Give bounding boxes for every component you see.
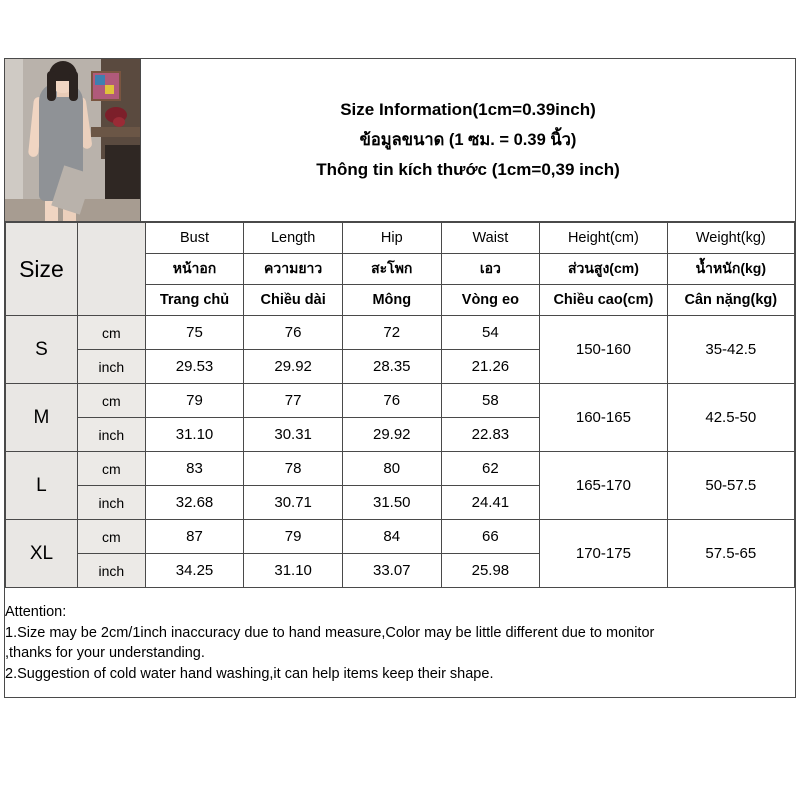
size-table (5, 222, 795, 588)
cell-length-inch: 29.92 (244, 350, 343, 384)
header-hip-th: สะโพก (342, 254, 441, 285)
attention-line-1b: ,thanks for your understanding. (5, 645, 205, 661)
cell-bust-cm: 87 (145, 520, 244, 554)
cell-bust-cm: 79 (145, 384, 244, 418)
header-waist-en: Waist (441, 223, 540, 254)
cell-length-cm: 78 (244, 452, 343, 486)
header-height-vi: Chiều cao(cm) (540, 285, 667, 316)
cell-waist-cm: 62 (441, 452, 540, 486)
cell-hip-inch: 31.50 (342, 486, 441, 520)
header-weight-th: น้ำหนัก(kg) (667, 254, 794, 285)
cell-hip-inch: 33.07 (342, 554, 441, 588)
table-row (6, 520, 795, 554)
cell-bust-cm: 75 (145, 316, 244, 350)
attention-heading: Attention: (5, 604, 67, 620)
cell-weight: 50-57.5 (667, 452, 794, 520)
attention-line-2: 2.Suggestion of cold water hand washing,it can help items keep their shape. (5, 665, 494, 682)
header-bust-en: Bust (145, 223, 244, 254)
header-length-en: Length (244, 223, 343, 254)
cell-height: 170-175 (540, 520, 667, 588)
product-photo-cell (5, 59, 141, 221)
cell-length-inch: 30.31 (244, 418, 343, 452)
title-line-th: ข้อมูลขนาด (1 ซม. = 0.39 นิ้ว) (359, 131, 577, 149)
header-height-en: Height(cm) (540, 223, 667, 254)
cell-hip-cm: 84 (342, 520, 441, 554)
attention-block (5, 602, 791, 684)
header-waist-vi: Vòng eo (441, 285, 540, 316)
cell-height: 160-165 (540, 384, 667, 452)
row-unit-inch: inch (77, 486, 145, 520)
row-size-m: M (6, 384, 78, 452)
cell-waist-inch: 22.83 (441, 418, 540, 452)
header-height-th: ส่วนสูง(cm) (540, 254, 667, 285)
cell-hip-inch: 28.35 (342, 350, 441, 384)
header-weight-en: Weight(kg) (667, 223, 794, 254)
cell-length-inch: 31.10 (244, 554, 343, 588)
cell-hip-cm: 76 (342, 384, 441, 418)
cell-hip-inch: 29.92 (342, 418, 441, 452)
cell-bust-inch: 32.68 (145, 486, 244, 520)
header-bust-th: หน้าอก (145, 254, 244, 285)
row-unit-inch: inch (77, 350, 145, 384)
attention-line-1: 1.Size may be 2cm/1inch inaccuracy due to hand measure,Color may be little different due to monitor (5, 624, 655, 641)
header-length-vi: Chiều dài (244, 285, 343, 316)
cell-hip-cm: 80 (342, 452, 441, 486)
header-waist-th: เอว (441, 254, 540, 285)
cell-weight: 35-42.5 (667, 316, 794, 384)
header-length-th: ความยาว (244, 254, 343, 285)
cell-length-cm: 76 (244, 316, 343, 350)
cell-height: 165-170 (540, 452, 667, 520)
header-hip-vi: Mông (342, 285, 441, 316)
header-weight-vi: Cân nặng(kg) (667, 285, 794, 316)
cell-bust-inch: 34.25 (145, 554, 244, 588)
product-photo (5, 59, 140, 221)
cell-length-inch: 30.71 (244, 486, 343, 520)
row-unit-cm: cm (77, 452, 145, 486)
cell-waist-inch: 21.26 (441, 350, 540, 384)
cell-bust-inch: 29.53 (145, 350, 244, 384)
row-unit-cm: cm (77, 520, 145, 554)
row-unit-cm: cm (77, 384, 145, 418)
header-bust-vi: Trang chủ (145, 285, 244, 316)
cell-waist-cm: 66 (441, 520, 540, 554)
cell-bust-cm: 83 (145, 452, 244, 486)
table-row (6, 384, 795, 418)
table-row (6, 452, 795, 486)
table-row (6, 316, 795, 350)
title-line-en: Size Information(1cm=0.39inch) (340, 100, 596, 119)
cell-length-cm: 77 (244, 384, 343, 418)
row-unit-inch: inch (77, 554, 145, 588)
table-header-row-en (6, 223, 795, 254)
cell-length-cm: 79 (244, 520, 343, 554)
row-size-xl: XL (6, 520, 78, 588)
chart-header (5, 59, 795, 222)
cell-weight: 42.5-50 (667, 384, 794, 452)
cell-waist-cm: 54 (441, 316, 540, 350)
row-size-l: L (6, 452, 78, 520)
cell-waist-cm: 58 (441, 384, 540, 418)
chart-title-block (141, 59, 795, 221)
row-unit-cm: cm (77, 316, 145, 350)
cell-hip-cm: 72 (342, 316, 441, 350)
row-size-s: S (6, 316, 78, 384)
cell-bust-inch: 31.10 (145, 418, 244, 452)
cell-waist-inch: 24.41 (441, 486, 540, 520)
header-size-spacer (77, 223, 145, 316)
cell-waist-inch: 25.98 (441, 554, 540, 588)
header-hip-en: Hip (342, 223, 441, 254)
header-size-label: Size (6, 223, 78, 316)
title-line-vi: Thông tin kích thước (1cm=0,39 inch) (316, 160, 620, 179)
row-unit-inch: inch (77, 418, 145, 452)
cell-weight: 57.5-65 (667, 520, 794, 588)
cell-height: 150-160 (540, 316, 667, 384)
